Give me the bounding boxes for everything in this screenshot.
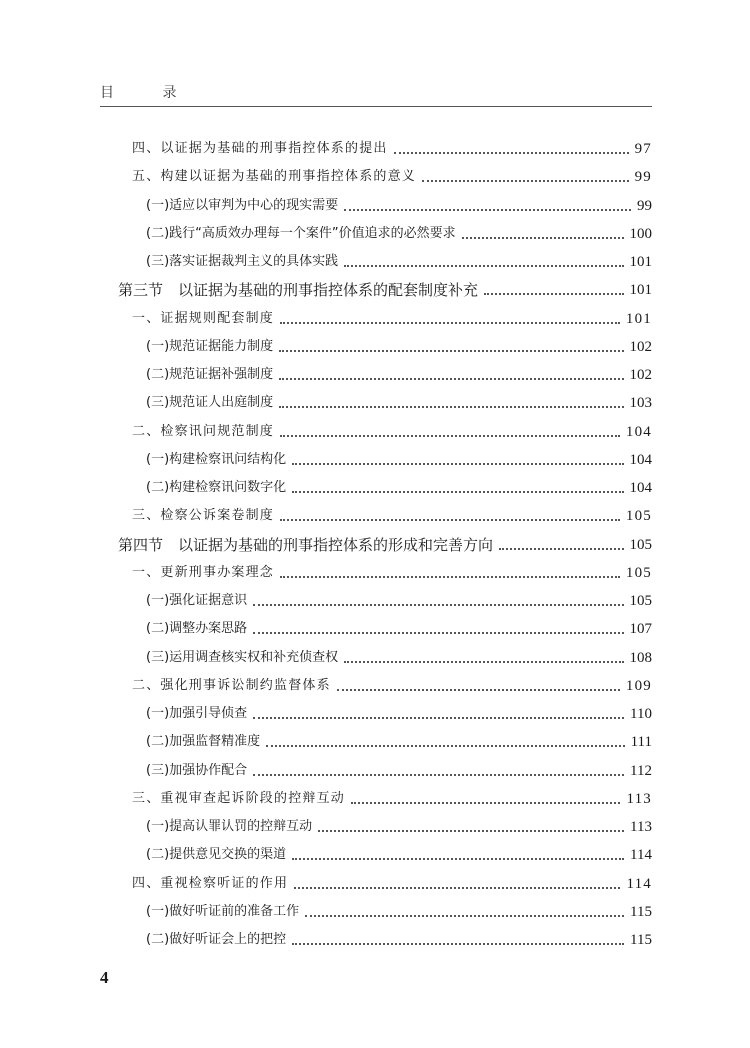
toc-entry-page: 104 [629, 451, 652, 468]
dot-leader [344, 661, 623, 663]
toc-entry-label: 一、更新刑事办案理念 [132, 564, 275, 580]
toc-entry [146, 247, 652, 271]
toc-entry-page: 99 [637, 197, 652, 214]
toc-entry [146, 812, 652, 836]
toc-entry-label: (一)构建检察讯问结构化 [146, 451, 287, 467]
toc-entry-label: 三、检察公诉案卷制度 [132, 508, 275, 524]
dot-leader [344, 209, 631, 211]
toc-entry-page: 102 [629, 338, 652, 355]
toc-entry [132, 784, 652, 808]
toc-section-entry [118, 275, 652, 299]
toc-entry-label: 四、重视检察听证的作用 [132, 875, 289, 891]
toc-entry-page: 100 [629, 225, 652, 242]
toc-entry [132, 671, 652, 695]
toc-entry-page: 113 [630, 819, 652, 835]
toc-entry-page: 101 [629, 254, 652, 270]
dot-leader [253, 774, 624, 776]
toc-entry-page: 113 [626, 790, 652, 807]
toc-entry [132, 134, 652, 158]
toc-entry [132, 501, 652, 525]
toc-entry [146, 191, 652, 215]
toc-entry-page: 104 [625, 423, 652, 440]
toc-entry-page: 104 [629, 480, 652, 496]
toc-entry-page: 110 [630, 706, 652, 722]
toc-entry-label: (二)调整办案思路 [146, 621, 248, 637]
dot-leader [253, 632, 623, 634]
dot-leader [394, 152, 629, 154]
header-title: 目 录 [100, 85, 199, 101]
toc-entry [132, 162, 652, 186]
dot-leader [305, 915, 624, 917]
dot-leader [422, 180, 629, 182]
toc-entry-page: 97 [634, 141, 652, 157]
toc-entry [146, 756, 652, 780]
toc-entry-label: (一)强化证据意识 [146, 593, 248, 608]
dot-leader [462, 237, 624, 239]
toc-entry-page: 99 [634, 169, 652, 186]
toc-entry [146, 925, 652, 949]
toc-entry-label: (二)规范证据补强制度 [146, 367, 274, 382]
toc-entry [132, 417, 652, 441]
toc-entry [146, 643, 652, 667]
toc-entry-label: (二)做好听证会上的把控 [146, 932, 287, 947]
toc-entry-label: (三)规范证人出庭制度 [146, 395, 274, 411]
toc-entry-label: 二、检察讯问规范制度 [132, 423, 275, 439]
toc-entry-label: (二)构建检察讯问数字化 [146, 480, 287, 495]
toc-entry-page: 105 [625, 508, 652, 525]
toc-entry-page: 107 [629, 621, 652, 638]
dot-leader [484, 293, 623, 295]
toc-entry-label: (一)规范证据能力制度 [146, 338, 274, 354]
toc-section-entry [118, 530, 652, 554]
toc-entry-page: 101 [625, 310, 652, 327]
toc-entry-page: 111 [630, 734, 652, 751]
dot-leader [337, 689, 620, 691]
toc-entry-page: 114 [630, 847, 652, 864]
toc-entry-page: 115 [630, 903, 652, 920]
toc-entry [146, 445, 652, 469]
toc-entry [146, 614, 652, 638]
toc-entry-label: 四、以证据为基础的刑事指控体系的提出 [132, 141, 388, 156]
toc-entry-label: (三)落实证据裁判主义的具体实践 [146, 254, 339, 269]
toc-entry [146, 332, 652, 356]
toc-entry-label: 第四节 以证据为基础的刑事指控体系的形成和完善方向 [118, 535, 494, 554]
toc-entry-page: 105 [629, 593, 652, 609]
toc-entry-label: (二)提供意见交换的渠道 [146, 847, 287, 863]
dot-leader [280, 576, 620, 578]
toc-entry-label: (一)做好听证前的准备工作 [146, 903, 300, 919]
dot-leader [280, 435, 620, 437]
dot-leader [344, 265, 623, 267]
dot-leader [318, 830, 624, 832]
dot-leader [499, 548, 623, 550]
dot-leader [279, 406, 623, 408]
page-number: 4 [100, 968, 109, 987]
toc-entry-label: 第三节 以证据为基础的刑事指控体系的配套制度补充 [118, 281, 479, 300]
toc-entry [146, 219, 652, 243]
toc-entry-label: 五、构建以证据为基础的刑事指控体系的意义 [132, 169, 417, 185]
toc-entry [132, 558, 652, 582]
dot-leader [279, 378, 623, 380]
toc-entry-label: (一)提高认罪认罚的控辩互动 [146, 819, 313, 834]
dot-leader [266, 745, 624, 747]
toc-entry-page: 102 [629, 367, 652, 383]
toc-entry-label: (三)运用调查核实权和补充侦查权 [146, 649, 339, 665]
toc-entry-page: 101 [629, 282, 652, 299]
toc-entry [146, 727, 652, 751]
toc-entry [146, 360, 652, 384]
dot-leader [280, 519, 620, 521]
dot-leader [280, 322, 620, 324]
toc-entry-label: (二)践行“高质效办理每一个案件”价值追求的必然要求 [146, 225, 456, 241]
toc-entry-page: 114 [626, 875, 652, 892]
toc-entry-label: (一)加强引导侦查 [146, 706, 248, 721]
toc-entry-label: (二)加强监督精准度 [146, 734, 261, 750]
toc-entry [146, 388, 652, 412]
dot-leader [292, 491, 623, 493]
dot-leader [253, 717, 624, 719]
toc-entry-page: 112 [630, 762, 652, 779]
toc-entry-page: 109 [625, 677, 652, 694]
dot-leader [279, 350, 623, 352]
toc-entry [132, 304, 652, 328]
toc-entry-page: 103 [629, 395, 652, 412]
toc-entry-page: 105 [629, 536, 652, 553]
dot-leader [294, 887, 620, 889]
toc-entry-label: (一)适应以审判为中心的现实需要 [146, 197, 339, 213]
dot-leader [292, 943, 624, 945]
toc-entry [146, 840, 652, 864]
dot-leader [292, 858, 624, 860]
toc-entry [132, 869, 652, 893]
toc-entry [146, 473, 652, 497]
dot-leader [253, 604, 623, 606]
toc-entry-page: 108 [629, 649, 652, 666]
dot-leader [292, 463, 623, 465]
toc-entry-label: 二、强化刑事诉讼制约监督体系 [132, 677, 331, 693]
toc-entry [146, 699, 652, 723]
toc-entry-page: 105 [625, 564, 652, 581]
toc-entry [146, 897, 652, 921]
toc-entry-page: 115 [630, 932, 652, 948]
toc-entry-label: 三、重视审查起诉阶段的控辩互动 [132, 790, 346, 806]
toc-entry [146, 586, 652, 610]
toc-entry-label: 一、证据规则配套制度 [132, 310, 275, 326]
dot-leader [351, 802, 620, 804]
toc-entry-label: (三)加强协作配合 [146, 762, 248, 778]
